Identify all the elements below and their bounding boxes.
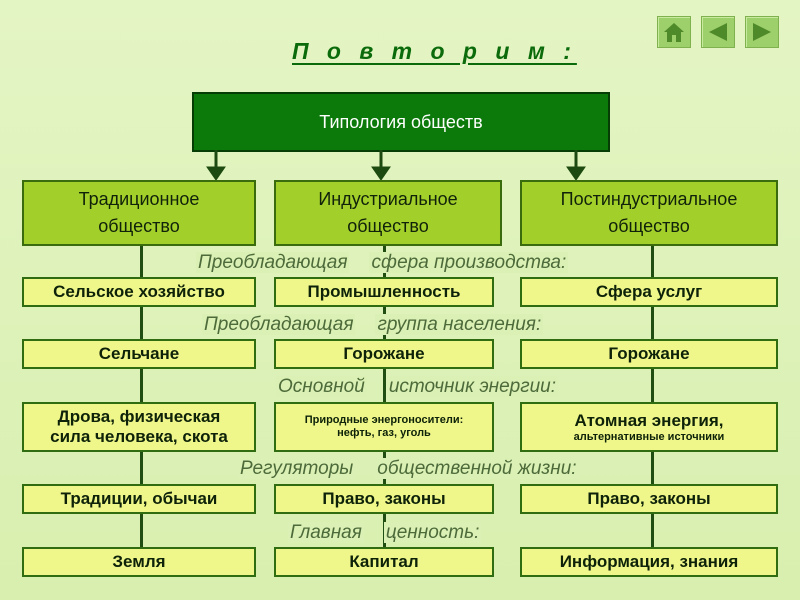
cell-postindustrial-production: Сфера услуг bbox=[520, 277, 778, 307]
row-label-production: Преобладающая сфера производства: bbox=[198, 252, 567, 273]
cell-traditional-energy: Дрова, физическая сила человека, скота bbox=[22, 402, 256, 452]
home-icon bbox=[662, 21, 686, 43]
cell-traditional-production: Сельское хозяйство bbox=[22, 277, 256, 307]
cell-industrial-regulators: Право, законы bbox=[274, 484, 494, 514]
row-label-value: Главная ценность: bbox=[290, 522, 480, 543]
cell-industrial-population: Горожане bbox=[274, 339, 494, 369]
cell-postindustrial-population: Горожане bbox=[520, 339, 778, 369]
row-label-regulators: Регуляторы общественной жизни: bbox=[240, 458, 577, 479]
cell-postindustrial-regulators: Право, законы bbox=[520, 484, 778, 514]
cell-industrial-production: Промышленность bbox=[274, 277, 494, 307]
root-label: Типология обществ bbox=[319, 111, 483, 132]
column-header-postindustrial: Постиндустриальное общество bbox=[520, 180, 778, 246]
column-header-traditional: Традиционное общество bbox=[22, 180, 256, 246]
cell-traditional-regulators: Традиции, обычаи bbox=[22, 484, 256, 514]
arrow-left bbox=[207, 150, 225, 180]
connector-arrows bbox=[0, 150, 800, 184]
triangle-right-icon bbox=[751, 21, 773, 43]
row-label-energy: Основной источник энергии: bbox=[278, 376, 557, 397]
row-label-population: Преобладающая группа населения: bbox=[204, 314, 542, 335]
cell-traditional-population: Сельчане bbox=[22, 339, 256, 369]
next-button[interactable] bbox=[745, 16, 779, 48]
prev-button[interactable] bbox=[701, 16, 735, 48]
arrow-center bbox=[372, 150, 390, 180]
triangle-left-icon bbox=[707, 21, 729, 43]
home-button[interactable] bbox=[657, 16, 691, 48]
cell-industrial-value: Капитал bbox=[274, 547, 494, 577]
root-node bbox=[192, 92, 610, 152]
column-header-industrial: Индустриальное общество bbox=[274, 180, 502, 246]
page-title: П о в т о р и м : bbox=[292, 38, 577, 64]
arrow-right bbox=[567, 150, 585, 180]
cell-industrial-energy: Природные энергоносители: нефть, газ, уголь bbox=[274, 402, 494, 452]
cell-postindustrial-value: Информация, знания bbox=[520, 547, 778, 577]
cell-traditional-value: Земля bbox=[22, 547, 256, 577]
cell-postindustrial-energy: Атомная энергия, альтернативные источники bbox=[520, 402, 778, 452]
